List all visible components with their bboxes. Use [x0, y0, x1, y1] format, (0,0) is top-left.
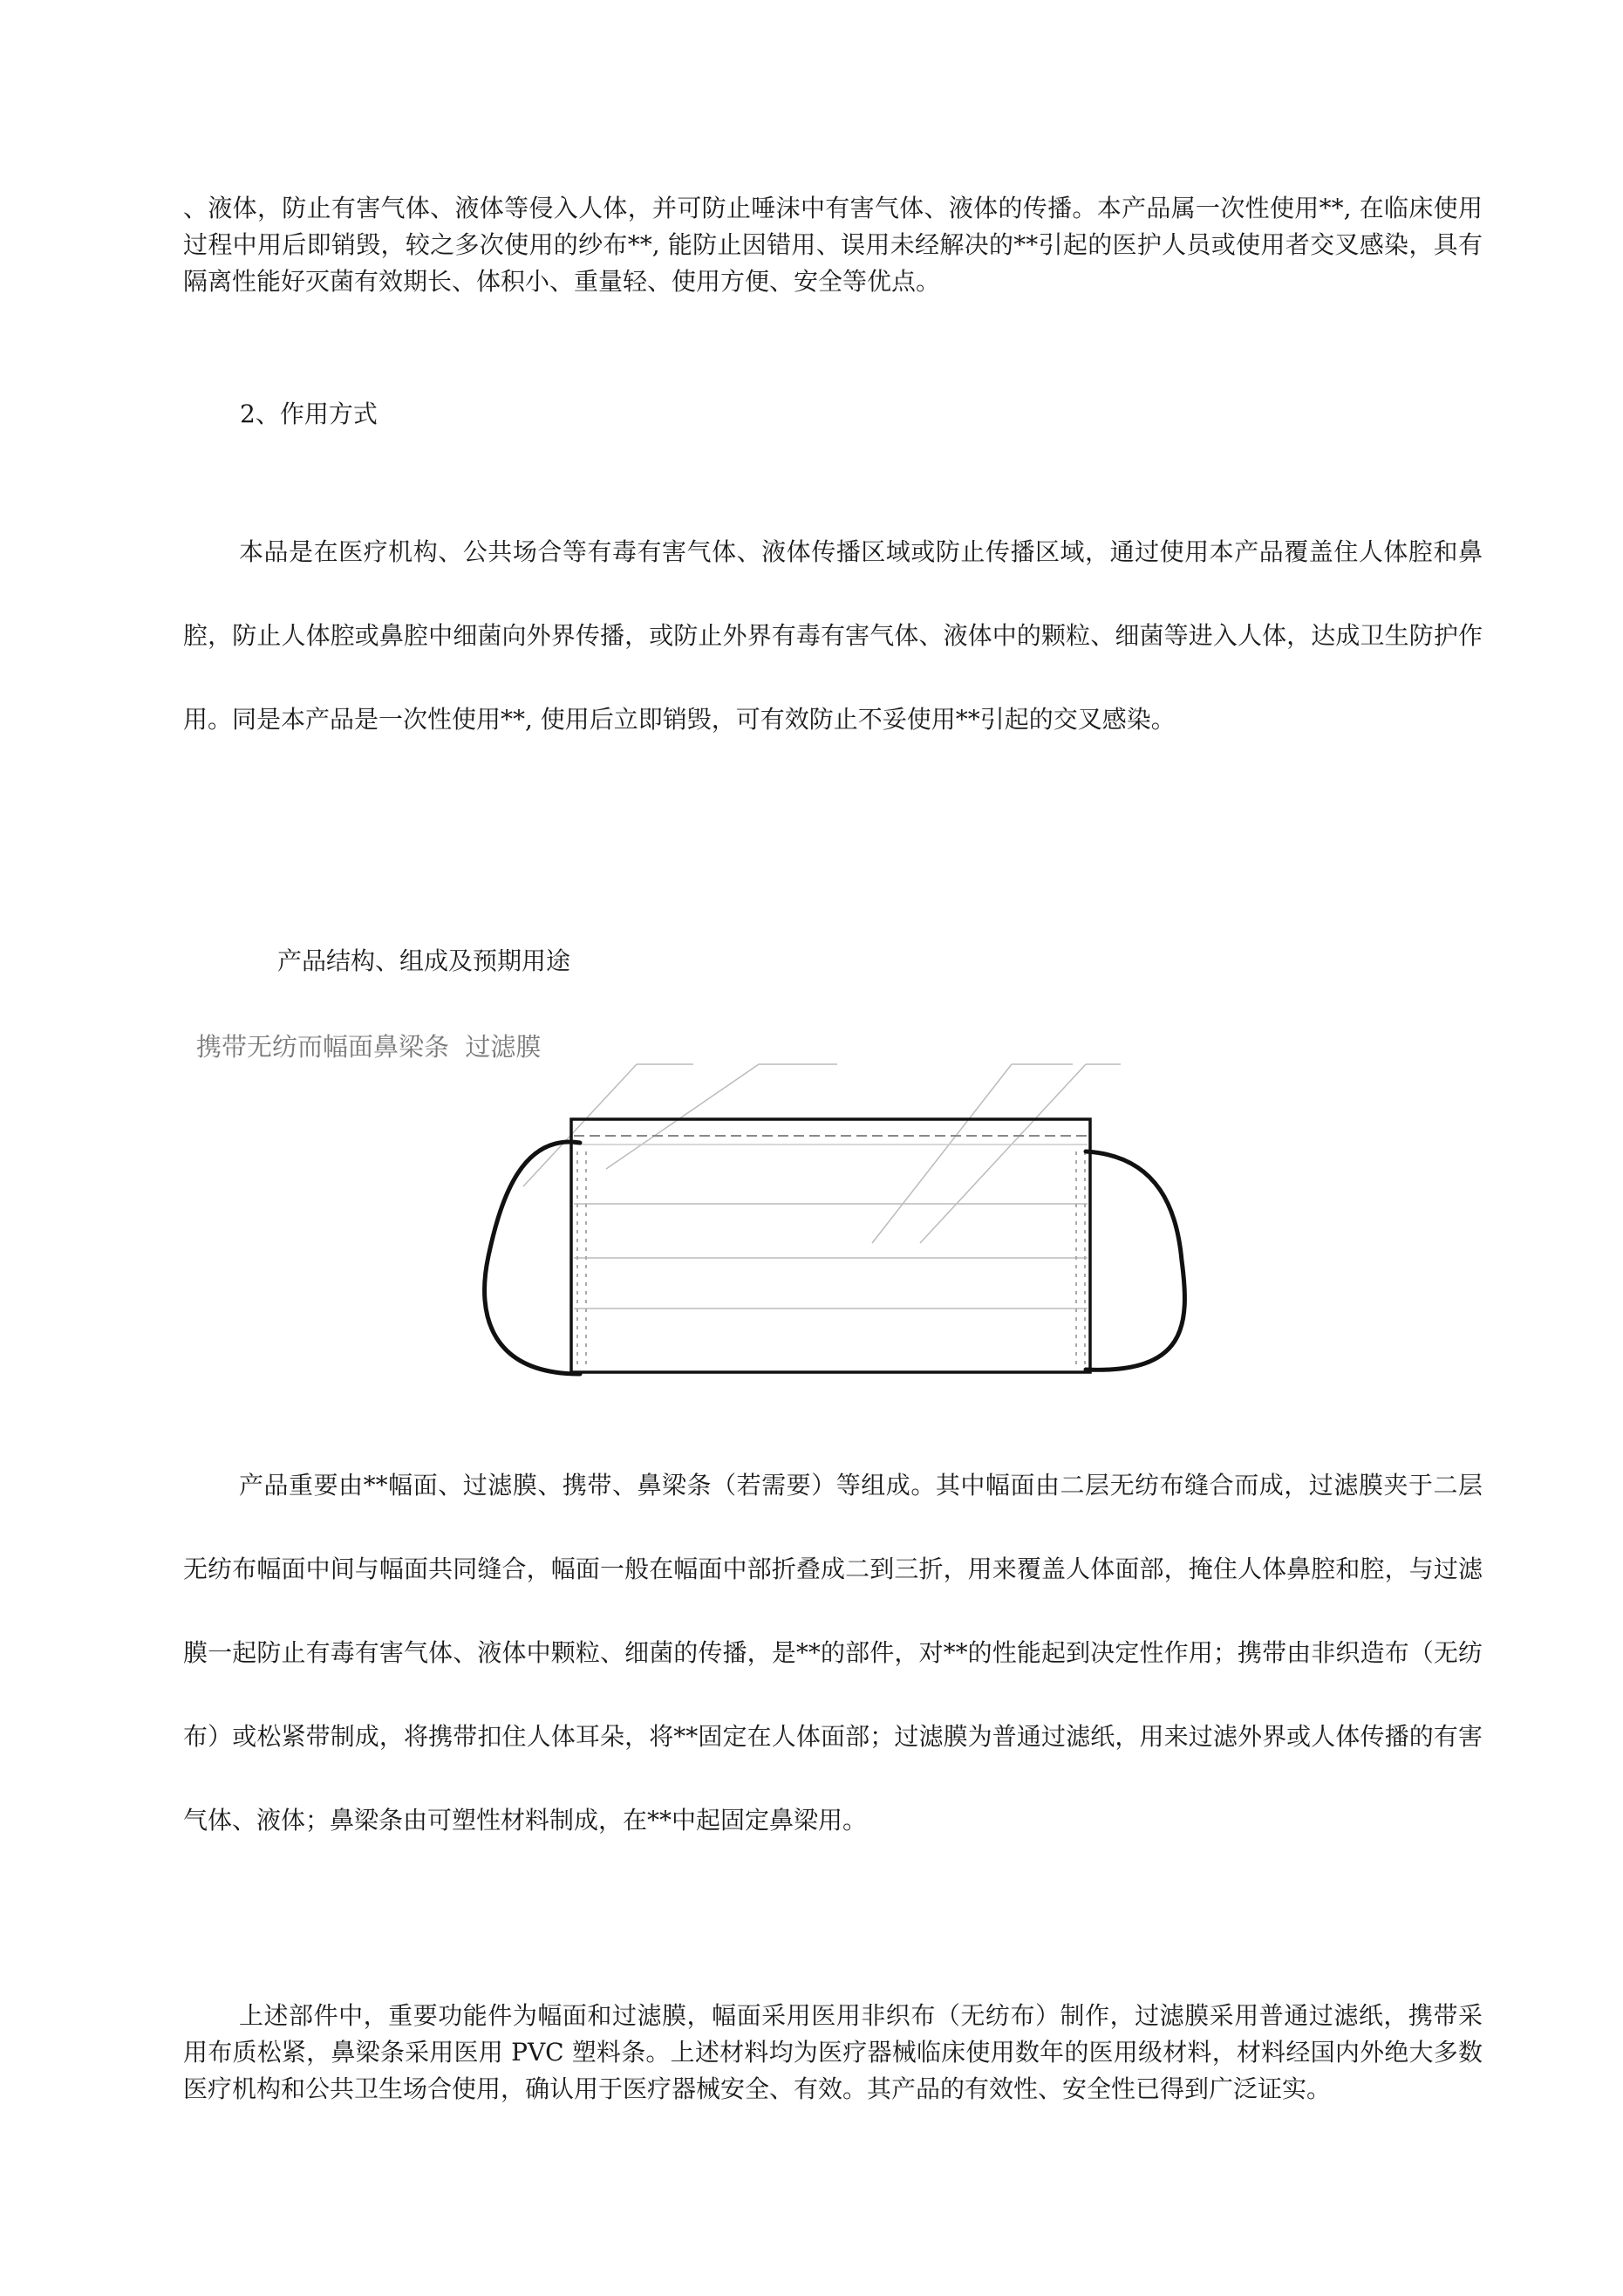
mask-outline	[571, 1119, 1090, 1372]
leader-line-filter	[920, 1064, 1086, 1243]
pleat-lines	[574, 1204, 1088, 1309]
leader-line-strap	[523, 1064, 637, 1186]
leader-line-nose-bar	[872, 1064, 1012, 1243]
right-ear-loop	[1086, 1151, 1184, 1370]
diagram-labels: 携带无纺而幅面鼻梁条 过滤膜	[196, 1032, 542, 1062]
structure-heading: 产品结构、组成及预期用途	[277, 946, 571, 975]
leader-lines	[523, 1064, 1121, 1243]
materials-paragraph: 上述部件中，重要功能件为幅面和过滤膜，幅面采用医用非织布（无纺布）制作，过滤膜采用普通过滤纸，携带采用布质松紧，鼻梁条采用医用 PVC 塑料条。上述材料均为医疗器械临床使用数年的医用级材料，材料经国内外绝大多数医疗机构和公共卫生场合使用，确认用于医疗器械安全、有效。其产品的有效性、安全性已得到广泛证实。	[183, 2001, 1483, 2103]
mode-of-action-paragraph: 本品是在医疗机构、公共场合等有毒有害气体、液体传播区域或防止传播区域，通过使用本产品覆盖住人体腔和鼻腔，防止人体腔或鼻腔中细菌向外界传播，或防止外界有毒有害气体、液体中的颗粒、细菌等进入人体，达成卫生防护作用。同是本产品是一次性使用**, 使用后立即销毁，可有效防止不妥使用**引起的交叉感染。	[183, 537, 1483, 734]
leader-line-face	[606, 1064, 759, 1169]
composition-paragraph: 产品重要由**幅面、过滤膜、携带、鼻梁条（若需要）等组成。其中幅面由二层无纺布缝合而成，过滤膜夹于二层无纺布幅面中间与幅面共同缝合，幅面一般在幅面中部折叠成二到三折，用来覆盖人体面部，掩住人体鼻腔和腔，与过滤膜一起防止有毒有害气体、液体中颗粒、细菌的传播，是**的部件，对**的性能起到决定性作用；携带由非织造布（无纺布）或松紧带制成，将携带扣住人体耳朵，将**固定在人体面部；过滤膜为普通过滤纸，用来过滤外界或人体传播的有害气体、液体；鼻梁条由可塑性材料制成，在**中起固定鼻梁用。	[183, 1471, 1483, 1835]
intro-paragraph: 、液体，防止有害气体、液体等侵入人体，并可防止唾沫中有害气体、液体的传播。本产品属一次性使用**, 在临床使用过程中用后即销毁，较之多次使用的纱布**, 能防止因错用、误用未经解决的**引起的医护人员或使用者交叉感染，具有隔离性能好灭菌有效期长、体积小、重量轻、使用方便、安全等优点。	[183, 194, 1483, 296]
mask-structure-diagram	[471, 1056, 1221, 1404]
section-2-heading: 2、作用方式	[240, 400, 378, 428]
